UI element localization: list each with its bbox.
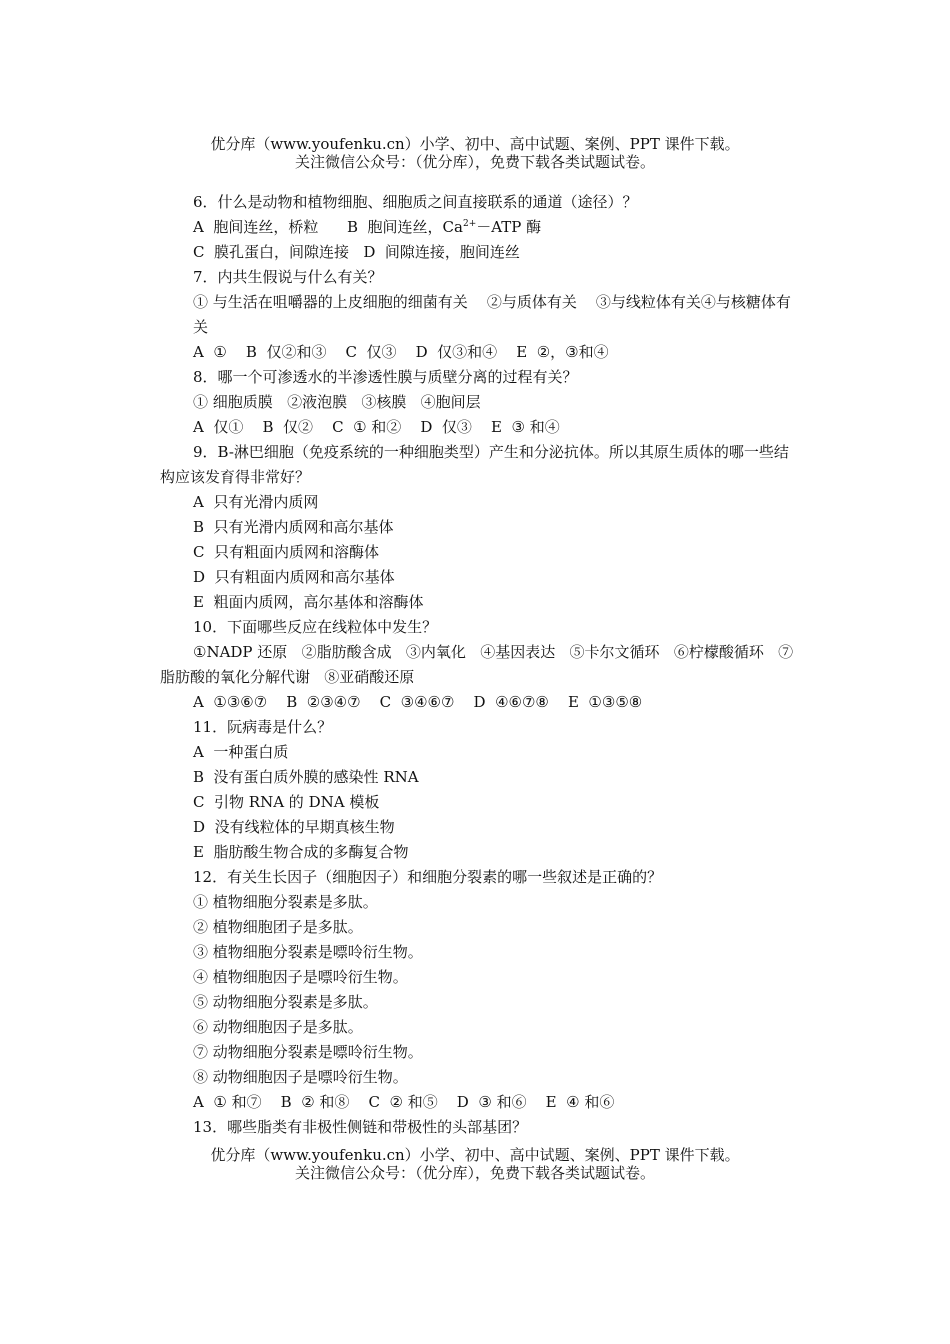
statement-list: ①NADP 还原 ②脂肪酸含成 ③内氧化 ④基因表达 ⑤卡尔文循环 ⑥柠檬酸循环 ⑦脂肪酸的氧化分解代谢 ⑧亚硝酸还原 (160, 643, 794, 686)
question-10 (160, 615, 796, 715)
question-stem: 11．阮病毒是什么？ (193, 718, 333, 736)
statement: ③ 植物细胞分裂素是嘌呤衍生物。 (193, 943, 423, 961)
question-12 (160, 865, 796, 1115)
statement: ② 植物细胞团子是多肽。 (193, 918, 363, 936)
statement: ① 植物细胞分裂素是多肽。 (193, 893, 378, 911)
question-stem: 7．内共生假说与什么有关？ (193, 268, 383, 286)
option: D 只有粗面内质网和高尔基体 (193, 568, 395, 586)
question-7 (160, 265, 796, 365)
question-9 (160, 440, 796, 615)
question-stem: 6．什么是动物和植物细胞、细胞质之间直接联系的通道（途径）？ (193, 193, 638, 211)
question-stem: 8．哪一个可渗透水的半渗透性膜与质壁分离的过程有关？ (193, 368, 578, 386)
option-ab-tail: －ATP 酶 (476, 218, 542, 236)
question-13 (160, 1115, 796, 1140)
header-line-1: 优分库（www.youfenku.cn）小学、初中、高中试题、案例、PPT 课件下载。 (210, 135, 740, 153)
option: A 只有光滑内质网 (193, 493, 319, 511)
option: A 一种蛋白质 (193, 743, 289, 761)
option: E 粗面内质网，高尔基体和溶酶体 (193, 593, 424, 611)
exam-content (160, 190, 796, 1140)
statement-list: ① 与生活在咀嚼器的上皮细胞的细菌有关 ②与质体有关 ③与线粒体有关④与核糖体有关 (193, 293, 791, 336)
option: E 脂肪酸生物合成的多酶复合物 (193, 843, 409, 861)
statement-list: ① 细胞质膜 ②液泡膜 ③核膜 ④胞间层 (193, 393, 481, 411)
answer-choices: A ① 和⑦ B ② 和⑧ C ② 和⑤ D ③ 和⑥ E ④ 和⑥ (193, 1093, 615, 1111)
option: C 引物 RNA 的 DNA 模板 (193, 793, 380, 811)
statement: ⑥ 动物细胞因子是多肽。 (193, 1018, 363, 1036)
answer-choices: A ① B 仅②和③ C 仅③ D 仅③和④ E ②，③和④ (193, 343, 609, 361)
page-header (0, 135, 950, 171)
question-6 (160, 190, 796, 265)
statement: ④ 植物细胞因子是嘌呤衍生物。 (193, 968, 408, 986)
question-8 (160, 365, 796, 440)
question-stem: 10．下面哪些反应在线粒体中发生？ (193, 618, 438, 636)
footer-line-2: 关注微信公众号：（优分库），免费下载各类试题试卷。 (294, 1164, 655, 1182)
statement: ⑧ 动物细胞因子是嘌呤衍生物。 (193, 1068, 408, 1086)
options-c-d: C 膜孔蛋白，间隙连接 D 间隙连接，胞间连丝 (193, 243, 520, 261)
footer-line-1: 优分库（www.youfenku.cn）小学、初中、高中试题、案例、PPT 课件下载。 (210, 1146, 740, 1164)
header-line-2: 关注微信公众号：（优分库），免费下载各类试题试卷。 (294, 153, 655, 171)
statement: ⑦ 动物细胞分裂素是嘌呤衍生物。 (193, 1043, 423, 1061)
option: C 只有粗面内质网和溶酶体 (193, 543, 380, 561)
statement: ⑤ 动物细胞分裂素是多肽。 (193, 993, 378, 1011)
answer-choices: A ①③⑥⑦ B ②③④⑦ C ③④⑥⑦ D ④⑥⑦⑧ E ①③⑤⑧ (193, 693, 643, 711)
answer-choices: A 仅① B 仅② C ① 和② D 仅③ E ③ 和④ (193, 418, 560, 436)
option: D 没有线粒体的早期真核生物 (193, 818, 395, 836)
page-footer (0, 1146, 950, 1182)
question-stem: 12．有关生长因子（细胞因子）和细胞分裂素的哪一些叙述是正确的？ (193, 868, 663, 886)
option: B 没有蛋白质外膜的感染性 RNA (193, 768, 419, 786)
question-11 (160, 715, 796, 865)
ion-charge: 2+ (462, 219, 477, 229)
option: B 只有光滑内质网和高尔基体 (193, 518, 394, 536)
options-a-b (160, 215, 796, 240)
question-stem: 13．哪些脂类有非极性侧链和带极性的头部基团？ (193, 1118, 528, 1136)
question-stem: 9．B-淋巴细胞（免疫系统的一种细胞类型）产生和分泌抗体。所以其原生质体的哪一些结构应该发育得非常好？ (160, 443, 789, 486)
option-ab-text: A 胞间连丝，桥粒 B 胞间连丝，Ca (193, 218, 463, 236)
